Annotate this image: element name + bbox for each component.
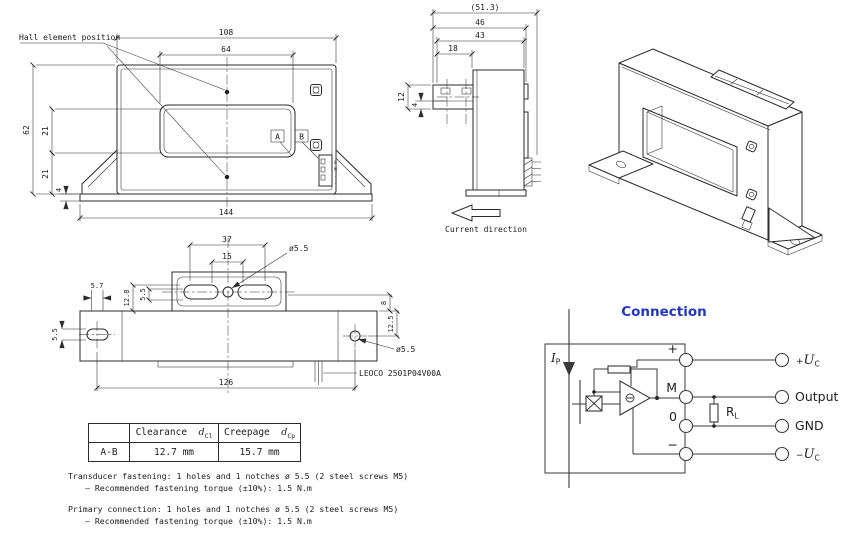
hall-element-dot-upper bbox=[225, 90, 229, 94]
dim-108: 108 bbox=[218, 28, 234, 37]
terminal-minus-label: − bbox=[667, 437, 678, 452]
dim-15: 15 bbox=[222, 252, 232, 261]
table-row-label: A-B bbox=[89, 443, 130, 462]
dim-8: 8 bbox=[380, 300, 388, 306]
clearance-creepage-table bbox=[88, 423, 301, 462]
dim-51-3: (51.3) bbox=[470, 3, 500, 12]
supply-plus-label: +UC bbox=[796, 353, 820, 369]
terminal-zero bbox=[680, 420, 693, 433]
dim-4-base: 4 bbox=[55, 187, 63, 193]
external-wiring bbox=[693, 353, 839, 463]
op-amp bbox=[620, 381, 650, 415]
side-view-body bbox=[433, 70, 541, 196]
dim-12-8: 12.8 bbox=[123, 289, 131, 307]
transducer-fastening-note: Transducer fastening: 1 holes and 1 notches ø 5.5 (2 steel screws M5) bbox=[68, 471, 409, 481]
terminals bbox=[666, 341, 692, 461]
point-a-label: A bbox=[275, 132, 280, 142]
fastening-notes bbox=[68, 470, 408, 534]
output-node-gnd bbox=[776, 420, 789, 433]
table-corner-cell bbox=[89, 424, 130, 443]
pin-label-3: · bbox=[334, 175, 337, 180]
dim-126: 126 bbox=[218, 378, 234, 387]
front-view-housing bbox=[80, 57, 372, 208]
hall-element-label: Hall element position bbox=[19, 33, 121, 42]
terminal-zero-label: 0 bbox=[669, 409, 677, 424]
feedback-resistor bbox=[608, 366, 630, 373]
gnd-label: GND bbox=[795, 418, 824, 433]
front-view bbox=[19, 28, 372, 221]
dim-5-5-slot: 5.5 bbox=[51, 328, 59, 341]
supply-minus-label: −UC bbox=[796, 447, 820, 463]
terminal-minus bbox=[680, 448, 693, 461]
output-node-minus bbox=[776, 448, 789, 461]
dim-46: 46 bbox=[475, 18, 485, 27]
bottom-view-body bbox=[79, 238, 377, 394]
front-view-connector bbox=[319, 155, 337, 187]
load-resistor-label: $R_L$ bbox=[726, 405, 739, 421]
dim-37: 37 bbox=[222, 235, 232, 244]
primary-torque-note: – Recommended fastening torque (±10%): 1.5 N.m bbox=[85, 516, 312, 526]
transducer-torque-note: – Recommended fastening torque (±10%): 1.5 N.m bbox=[85, 483, 312, 493]
pin-label-4: · bbox=[334, 182, 337, 187]
terminal-m-label: M bbox=[666, 380, 677, 395]
clearance-value: 12.7 mm bbox=[130, 443, 219, 462]
clearance-header-cell: Clearance $d_{Cl}$ bbox=[130, 424, 219, 443]
current-direction-label: Current direction bbox=[445, 225, 527, 234]
dim-21-upper: 21 bbox=[41, 126, 50, 136]
current-direction bbox=[445, 205, 527, 234]
current-direction-arrow bbox=[452, 205, 500, 221]
bottom-view bbox=[51, 235, 441, 394]
primary-connection-note: Primary connection: 1 holes and 1 notches ø 5.5 (2 steel screws M5) bbox=[68, 504, 399, 514]
connector-ref-label: LEOCO 2501P04V00A bbox=[359, 369, 441, 378]
internal-circuit bbox=[572, 360, 679, 454]
terminal-plus-label: + bbox=[667, 341, 678, 356]
bottom-view-dimensions bbox=[51, 235, 441, 391]
output-node-out bbox=[776, 391, 789, 404]
dim-64: 64 bbox=[221, 45, 231, 54]
creepage-value: 15.7 mm bbox=[219, 443, 301, 462]
dim-144: 144 bbox=[218, 208, 234, 217]
load-resistor bbox=[710, 404, 718, 422]
dim-18: 18 bbox=[448, 44, 458, 53]
current-arrow bbox=[563, 362, 575, 376]
dim-12-5: 12.5 bbox=[387, 315, 395, 333]
output-label: Output bbox=[795, 389, 839, 404]
dim-5-5-block: 5.5 bbox=[139, 288, 147, 301]
creepage-header-cell: Creepage $d_{Cp}$ bbox=[219, 424, 301, 443]
side-view-dimensions bbox=[397, 3, 537, 155]
dia-5-5-top: ø5.5 bbox=[289, 244, 309, 253]
terminal-plus bbox=[680, 354, 693, 367]
terminal-m bbox=[680, 391, 693, 404]
hall-element-dot-lower bbox=[225, 175, 229, 179]
primary-current-label: $I_P$ bbox=[551, 351, 561, 367]
dim-12: 12 bbox=[397, 92, 406, 102]
isometric-view bbox=[589, 49, 822, 255]
dim-5-7: 5.7 bbox=[90, 282, 104, 290]
dim-21-lower: 21 bbox=[41, 169, 50, 179]
dim-43: 43 bbox=[475, 31, 485, 40]
point-b-label: B bbox=[299, 132, 304, 142]
dim-4-bar: 4 bbox=[411, 102, 419, 108]
pin-label-1: 0 bbox=[334, 161, 337, 166]
front-view-fasteners bbox=[311, 85, 322, 151]
dim-62: 62 bbox=[22, 125, 31, 135]
connection-diagram bbox=[545, 304, 839, 488]
side-view bbox=[397, 3, 541, 234]
output-node-plus bbox=[776, 354, 789, 367]
pin-label-2: M bbox=[334, 168, 337, 173]
connection-title: Connection bbox=[621, 304, 707, 320]
front-view-dimensions bbox=[22, 28, 372, 221]
dia-5-5-bottom: ø5.5 bbox=[396, 345, 416, 354]
